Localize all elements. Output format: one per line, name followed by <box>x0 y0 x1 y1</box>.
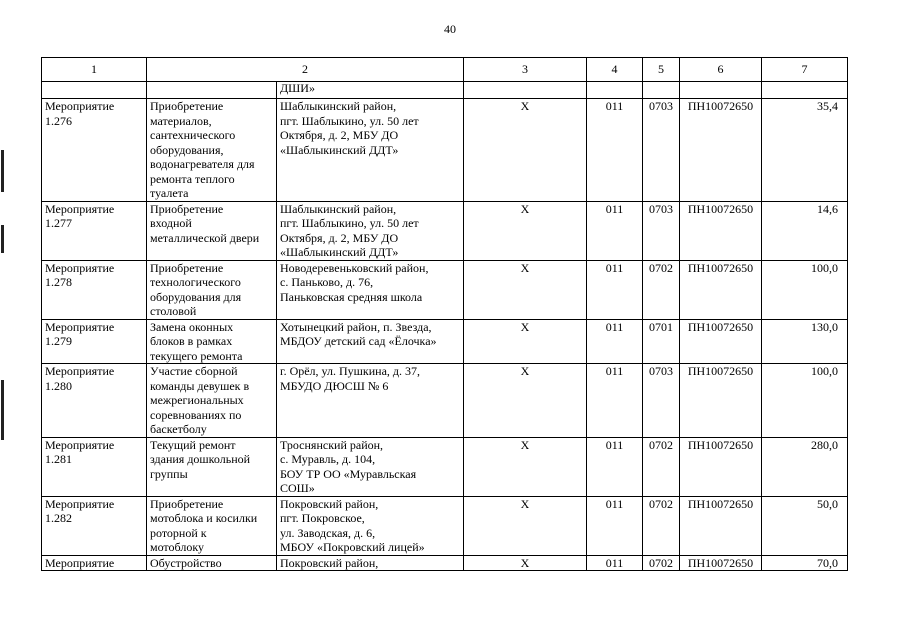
col5-value: 0701 <box>643 319 680 364</box>
activity-name: Приобретение материалов, сантехнического оборудования, водонагревателя для ремонта теплого туалета <box>147 99 277 202</box>
activity-address: г. Орёл, ул. Пушкина, д. 37, МБУДО ДЮСШ № 6 <box>277 364 464 438</box>
table-row <box>42 555 848 571</box>
col3-value: X <box>464 201 587 260</box>
activity-address: Новодеревеньковский район, с. Паньково, д. 76, Паньковская средняя школа <box>277 260 464 319</box>
col3-value: X <box>464 496 587 555</box>
column-header: 4 <box>587 58 643 82</box>
col4-value: 011 <box>587 260 643 319</box>
amount-value: 280,0 <box>762 437 848 496</box>
activity-id: Мероприятие 1.278 <box>42 260 147 319</box>
col3-value: X <box>464 364 587 438</box>
activity-name: Обустройство <box>147 555 277 571</box>
amount-value: 100,0 <box>762 260 848 319</box>
col5-value: 0702 <box>643 260 680 319</box>
col5-value: 0703 <box>643 364 680 438</box>
activity-id: Мероприятие 1.281 <box>42 437 147 496</box>
scan-edge-mark <box>1 380 4 440</box>
activity-address: Покровский район, <box>277 555 464 571</box>
col4-value: 011 <box>587 319 643 364</box>
col6-value: ПН10072650 <box>680 437 762 496</box>
activity-address: Шаблыкинский район, пгт. Шаблыкино, ул. 50 лет Октября, д. 2, МБУ ДО «Шаблыкинский ДДТ» <box>277 201 464 260</box>
col6-value: ПН10072650 <box>680 319 762 364</box>
activity-address: Хотынецкий район, п. Звезда, МБДОУ детский сад «Ёлочка» <box>277 319 464 364</box>
table-row <box>42 201 848 260</box>
activity-id: Мероприятие 1.282 <box>42 496 147 555</box>
col6-value: ПН10072650 <box>680 364 762 438</box>
col3-value: X <box>464 99 587 202</box>
table-row <box>42 364 848 438</box>
activity-id: Мероприятие 1.277 <box>42 201 147 260</box>
table-row <box>42 319 848 364</box>
amount-value: 70,0 <box>762 555 848 571</box>
scan-edge-mark <box>1 150 4 192</box>
activity-address: Шаблыкинский район, пгт. Шаблыкино, ул. 50 лет Октября, д. 2, МБУ ДО «Шаблыкинский ДДТ» <box>277 99 464 202</box>
col6-value: ПН10072650 <box>680 260 762 319</box>
activity-name: Участие сборной команды девушек в межрегиональных соревнованиях по баскетболу <box>147 364 277 438</box>
amount-value: 130,0 <box>762 319 848 364</box>
col4-value: 011 <box>587 437 643 496</box>
column-header: 1 <box>42 58 147 82</box>
activity-name: Приобретение входной металлической двери <box>147 201 277 260</box>
col4-value: 011 <box>587 201 643 260</box>
column-header: 7 <box>762 58 848 82</box>
col4-value: 011 <box>587 555 643 571</box>
table-row <box>42 437 848 496</box>
table-header-row <box>42 58 848 82</box>
table-row <box>42 260 848 319</box>
continuation-text: ДШИ» <box>277 82 464 99</box>
col3-value: X <box>464 319 587 364</box>
col5-value: 0702 <box>643 437 680 496</box>
col5-value: 0702 <box>643 555 680 571</box>
amount-value: 35,4 <box>762 99 848 202</box>
column-header: 3 <box>464 58 587 82</box>
col4-value: 011 <box>587 99 643 202</box>
col5-value: 0703 <box>643 99 680 202</box>
activity-id: Мероприятие <box>42 555 147 571</box>
activity-address: Троснянский район, с. Муравль, д. 104, БОУ ТР ОО «Муравльская СОШ» <box>277 437 464 496</box>
column-header: 6 <box>680 58 762 82</box>
page-number: 40 <box>444 22 456 36</box>
col6-value: ПН10072650 <box>680 201 762 260</box>
col6-value: ПН10072650 <box>680 99 762 202</box>
amount-value: 14,6 <box>762 201 848 260</box>
activity-id: Мероприятие 1.280 <box>42 364 147 438</box>
activity-name: Приобретение мотоблока и косилки роторной к мотоблоку <box>147 496 277 555</box>
amount-value: 100,0 <box>762 364 848 438</box>
col3-value: X <box>464 437 587 496</box>
column-header: 5 <box>643 58 680 82</box>
continuation-row <box>42 82 848 99</box>
budget-table <box>41 57 848 571</box>
amount-value: 50,0 <box>762 496 848 555</box>
col4-value: 011 <box>587 496 643 555</box>
col3-value: X <box>464 260 587 319</box>
col6-value: ПН10072650 <box>680 555 762 571</box>
table-row <box>42 496 848 555</box>
table-row <box>42 99 848 202</box>
activity-id: Мероприятие 1.276 <box>42 99 147 202</box>
column-header: 2 <box>147 58 464 82</box>
activity-name: Текущий ремонт здания дошкольной группы <box>147 437 277 496</box>
col6-value: ПН10072650 <box>680 496 762 555</box>
col3-value: X <box>464 555 587 571</box>
col4-value: 011 <box>587 364 643 438</box>
activity-id: Мероприятие 1.279 <box>42 319 147 364</box>
activity-address: Покровский район, пгт. Покровское, ул. Заводская, д. 6, МБОУ «Покровский лицей» <box>277 496 464 555</box>
activity-name: Приобретение технологического оборудования для столовой <box>147 260 277 319</box>
scan-edge-mark <box>1 225 4 253</box>
activity-name: Замена оконных блоков в рамках текущего ремонта <box>147 319 277 364</box>
col5-value: 0702 <box>643 496 680 555</box>
col5-value: 0703 <box>643 201 680 260</box>
